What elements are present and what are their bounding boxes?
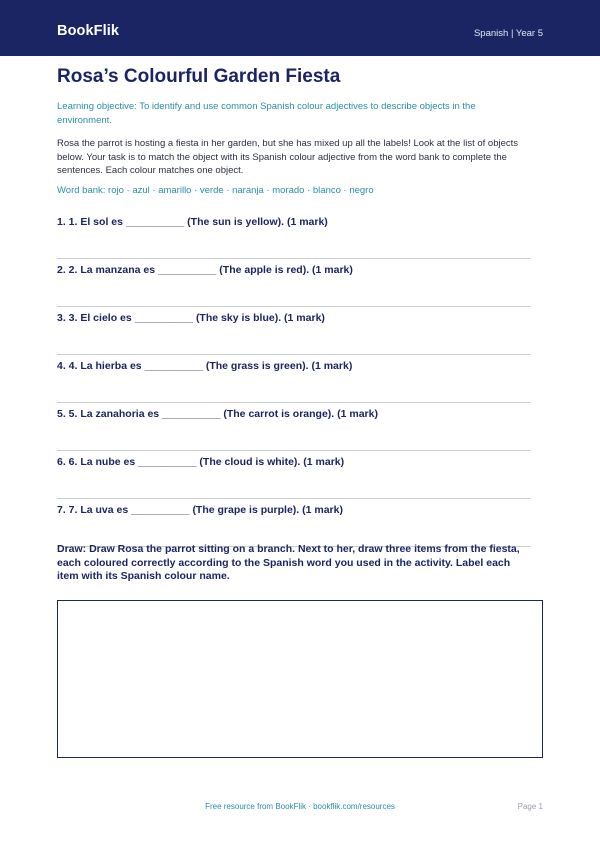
page-header [0,0,600,56]
subject-year-label: Spanish | Year 5 [473,28,543,39]
question-item [57,264,543,304]
brand-logo-text: BookFlik [57,23,120,39]
answer-divider [57,498,531,499]
question-item [57,312,543,352]
question-item [57,360,543,400]
footer-text: Free resource from BookFlik · bookflik.com/resources [205,802,395,811]
word-bank: Word bank: rojo · azul · amarillo · verde · naranja · morado · blanco · negro [57,185,374,196]
question-item [57,504,543,544]
answer-divider [57,450,531,451]
answer-divider [57,306,531,307]
answer-divider [57,402,531,403]
drawing-prompt: Draw: Draw Rosa the parrot sitting on a branch. Next to her, draw three items from the fiesta, each coloured correctly according to the Spanish word you used in the activity. Label each item with its Spanish colour name. [57,543,520,582]
question-text: 5. 5. La zanahoria es __________ (The carrot is orange). (1 mark) [57,408,378,420]
learning-objective: Learning objective: To identify and use common Spanish colour adjectives to describe objects in the environment. [57,101,476,126]
question-item [57,408,543,448]
answer-divider [57,258,531,259]
question-text: 2. 2. La manzana es __________ (The apple is red). (1 mark) [57,264,353,276]
drawing-area[interactable] [57,600,543,758]
question-text: 1. 1. El sol es __________ (The sun is yellow). (1 mark) [57,216,328,228]
question-item [57,456,543,496]
question-text: 3. 3. El cielo es __________ (The sky is blue). (1 mark) [57,312,325,324]
question-text: 4. 4. La hierba es __________ (The grass is green). (1 mark) [57,360,353,372]
page-number: Page 1 [517,802,543,811]
question-text: 6. 6. La nube es __________ (The cloud is white). (1 mark) [57,456,345,468]
instructions-paragraph: Rosa the parrot is hosting a fiesta in her garden, but she has mixed up all the labels! Look at the list of objects below. Your task is to match the object with its Spanish colour adjective from the word bank to complete the sentences. Each colour matches one object. [57,138,519,176]
worksheet-title: Rosa’s Colourful Garden Fiesta [57,66,341,87]
question-item [57,216,543,256]
question-text: 7. 7. La uva es __________ (The grape is purple). (1 mark) [57,504,343,516]
answer-divider [57,354,531,355]
